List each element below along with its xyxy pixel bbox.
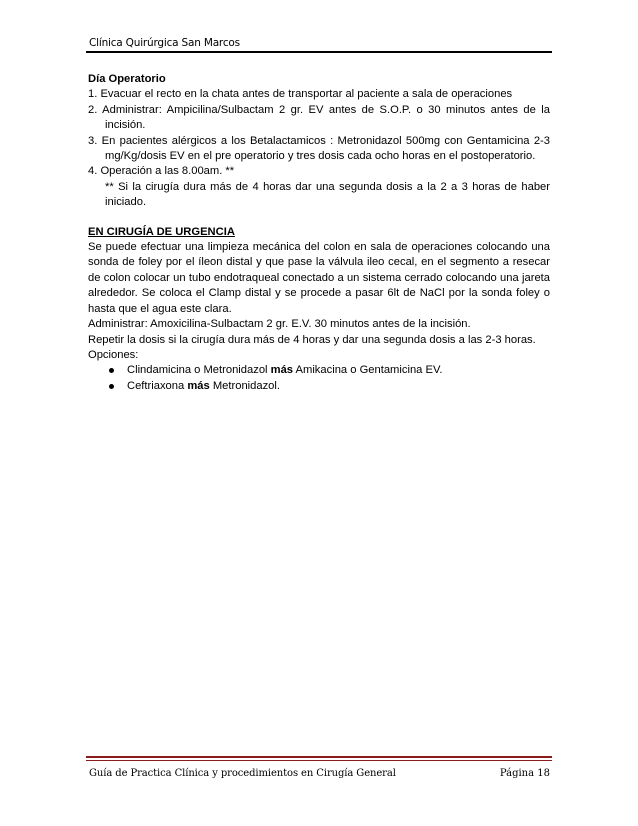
list-item bbox=[107, 363, 550, 378]
opciones-label: Opciones: bbox=[88, 348, 139, 361]
header-title: Clínica Quirúrgica San Marcos bbox=[89, 37, 240, 49]
option-text: Clindamicina o Metronidazol bbox=[127, 364, 271, 377]
section-title-dia-operatorio: Día Operatorio bbox=[88, 73, 166, 85]
list-item: 4. Operación a las 8.00am. ** bbox=[88, 165, 235, 178]
list-item: 1. Evacuar el recto en la chata antes de transportar al paciente a sala de operaciones bbox=[88, 88, 513, 101]
footer-divider bbox=[86, 756, 552, 758]
opciones-list bbox=[88, 363, 550, 394]
urgencia-administrar: Administrar: Amoxicilina-Sulbactam 2 gr. E.V. 30 minutos antes de la incisión. bbox=[88, 318, 471, 331]
page-number: Página 18 bbox=[499, 768, 550, 779]
urgencia-repetir: Repetir la dosis si la cirugía dura más de 4 horas y dar una segunda dosis a las 2-3 horas. bbox=[88, 333, 536, 346]
bullet-icon bbox=[109, 368, 114, 373]
list-item: 3. En pacientes alérgicos a los Betalactamicos : Metronidazol 500mg con Gentamicina 2-3 mg/Kg/dosis EV en el pre operatorio y tres dosis cada ocho horas en el postoperatorio. bbox=[88, 134, 550, 163]
header-divider bbox=[86, 51, 552, 53]
option-text: Amikacina o Gentamicina EV. bbox=[293, 364, 443, 377]
option-connector: más bbox=[270, 364, 294, 377]
section-title-urgencia: EN CIRUGÍA DE URGENCIA bbox=[88, 225, 235, 238]
option-text: Metronidazol. bbox=[209, 379, 281, 392]
footer-title: Guía de Practica Clínica y procedimientos en Cirugía General bbox=[89, 768, 396, 779]
bullet-icon bbox=[109, 384, 114, 389]
option-connector: más bbox=[187, 379, 210, 392]
list-item bbox=[107, 379, 550, 394]
footer-divider-thin bbox=[86, 760, 552, 761]
page-content bbox=[88, 72, 550, 394]
list-item: 2. Administrar: Ampicilina/Sulbactam 2 gr. EV antes de S.O.P. o 30 minutos antes de la incisión. bbox=[88, 103, 550, 132]
dosage-note: ** Si la cirugía dura más de 4 horas dar una segunda dosis a la 2 a 3 horas de haber iniciado. bbox=[105, 180, 550, 209]
urgencia-paragraph: Se puede efectuar una limpieza mecánica del colon en sala de operaciones colocando una sonda de foley por el íleon distal y que pase la válvula ileo cecal, en el segmento a resecar de colon colocar un tubo endotraqueal conectado a un sistema cerrado colocando una jareta alrededor. Se coloca el Clamp distal y se procede a pasar 6lt de NaCl por la sonda foley o hasta que el agua este clara. bbox=[88, 241, 550, 315]
option-text: Ceftriaxona bbox=[127, 379, 188, 392]
